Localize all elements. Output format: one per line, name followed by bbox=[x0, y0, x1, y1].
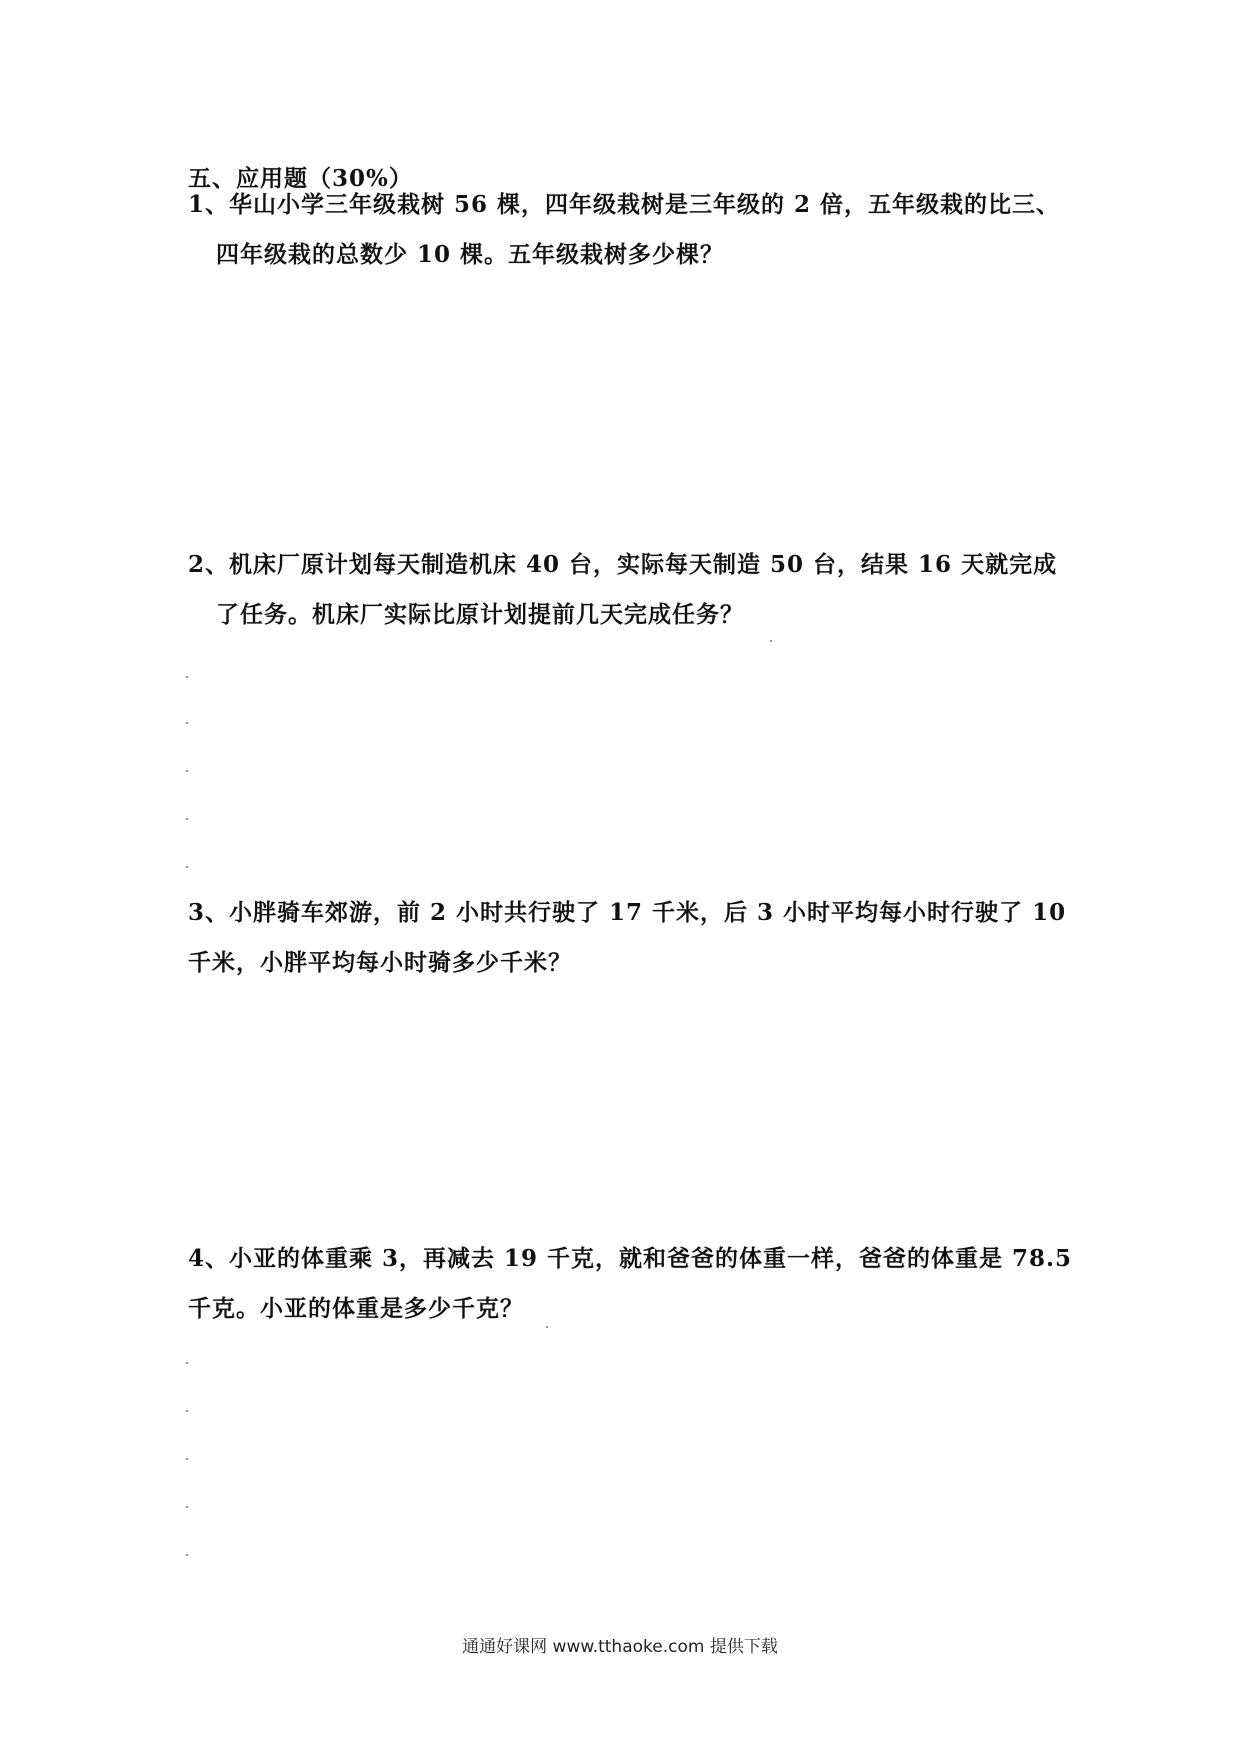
problem-2-line-1: 2、机床厂原计划每天制造机床 40 台，实际每天制造 50 台，结果 16 天就完成 bbox=[188, 551, 1058, 578]
problem-4-line-2: 千克。小亚的体重是多少千克？ bbox=[188, 1295, 524, 1322]
problem-1 bbox=[188, 180, 1068, 280]
scan-speck bbox=[186, 770, 188, 772]
scan-speck bbox=[770, 640, 772, 642]
footer-source-note: 通通好课网 www.tthaoke.com 提供下载 bbox=[462, 1637, 778, 1657]
scan-speck bbox=[186, 1554, 188, 1556]
scan-speck bbox=[186, 1362, 188, 1364]
problem-3 bbox=[188, 888, 1068, 988]
problem-4 bbox=[188, 1234, 1073, 1334]
problem-2 bbox=[188, 540, 1068, 640]
scan-speck bbox=[186, 722, 188, 724]
scan-speck bbox=[186, 676, 188, 678]
problem-2-line-2: 了任务。机床厂实际比原计划提前几天完成任务？ bbox=[216, 601, 744, 628]
scan-speck bbox=[186, 1458, 188, 1460]
problem-4-line-1: 4、小亚的体重乘 3，再减去 19 千克，就和爸爸的体重一样，爸爸的体重是 78.5 bbox=[188, 1245, 1073, 1272]
problem-1-line-1: 1、华山小学三年级栽树 56 棵，四年级栽树是三年级的 2 倍，五年级栽的比三、 bbox=[188, 191, 1061, 218]
section-title: 五、应用题（30%） bbox=[188, 165, 413, 192]
problem-3-line-2: 千米，小胖平均每小时骑多少千米？ bbox=[188, 949, 572, 976]
problem-1-line-2: 四年级栽的总数少 10 棵。五年级栽树多少棵？ bbox=[216, 241, 725, 268]
problem-3-line-1: 3、小胖骑车郊游，前 2 小时共行驶了 17 千米，后 3 小时平均每小时行驶了 10 bbox=[188, 899, 1067, 926]
scan-speck bbox=[186, 866, 188, 868]
scan-speck bbox=[186, 1506, 188, 1508]
scan-speck bbox=[186, 1410, 188, 1412]
scan-speck bbox=[546, 1326, 548, 1328]
scan-speck bbox=[186, 818, 188, 820]
